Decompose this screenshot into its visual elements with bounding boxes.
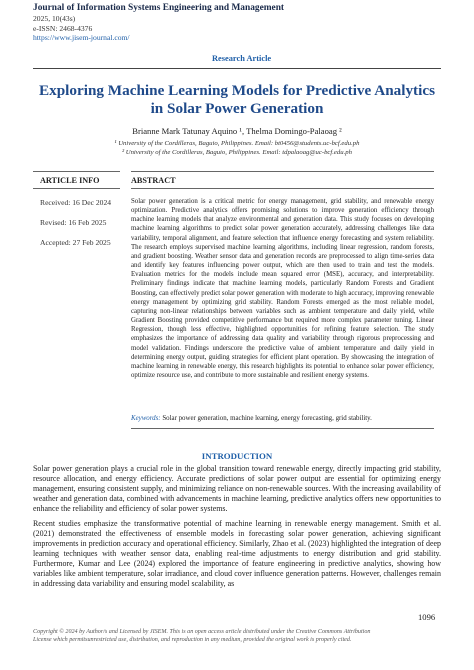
abstract-rule-bottom [131,188,434,189]
journal-header [33,3,453,43]
header-divider [33,68,441,69]
journal-url-link[interactable]: https://www.jisem-journal.com/ [33,33,130,42]
revised-date: Revised: 16 Feb 2025 [40,218,107,227]
journal-issn: e-ISSN: 2468-4376 [33,23,93,33]
abstract-text: Solar power generation is a critical metric for energy management, grid stability, and renewable energy optimization. Predictive analytics offers promising solutions to improve generation efficiency through machine learning models that analyze environmental and generation data. This study focuses on developing machine learning algorithms to predict solar power generation accurately, addressing challenges like data variability, temporal alignment, and feature selection that influence energy forecasting and system reliability. The research employs supervised machine learning algorithms, including linear regression, random forests, and gradient boosting. Weather sensor data and generation records are preprocessed to align time-series data and identify key features influencing power output, which are then used to train and test the models. Evaluation metrics for the models include mean squared error (MSE), accuracy, and interpretability. Preliminary findings indicate that machine learning models, particularly Random Forests and Gradient Boosting, can effectively predict solar power generation with moderate to high accuracy, improving renewable energy management by optimizing grid stability. Random Forests emerged as the most reliable model, capturing non-linear relationships between variables such as ambient temperature and daily yield, while Gradient Boosting provided competitive performance but required more complex parameter tuning. Linear Regression, though less effective, highlighted opportunities for refining feature selection. The study emphasizes the importance of addressing data quality and variability through rigorous preprocessing and model validation. Findings underscore the predictive value of ambient temperature and daily yield in determining energy output, guiding strategies for efficient plant operation. By showcasing the integration of machine learning in renewable energy, this research highlights its potential to enhance solar power efficiency, optimize resource use, and contribute to more sustainable and resilient energy systems. [131,198,434,379]
article-info-heading: ARTICLE INFO [40,176,100,185]
accepted-date: Accepted: 27 Feb 2025 [40,238,111,247]
article-type-label: Research Article [212,54,272,63]
footer-line-1: Copyright © 2024 by Author/s and Licensed by JISEM. This is an open access article distributed under the Creative Commons Attribution [33,629,371,635]
abstract-heading: ABSTRACT [131,176,176,185]
received-date: Received: 16 Dec 2024 [40,198,112,207]
introduction-heading: INTRODUCTION [201,451,273,461]
article-dates [40,193,111,253]
affiliation-2: ² University of the Cordilleras, Baguio, Philippines. Email: tdpalaoag@uc-bcf.edu.ph [122,149,352,156]
abstract-end-rule [131,428,434,429]
paper-title: Exploring Machine Learning Models for Predictive Analytics in Solar Power Generation [39,82,435,117]
keywords-text: Solar power generation, machine learning, energy forecasting, grid stability. [162,415,372,422]
affiliation-1: ¹ University of the Cordilleras, Baguio, Philippines. Email: bt0456@students.uc-bcf.edu.ph [114,140,360,147]
journal-volume: 2025, 10(43s) [33,14,76,23]
keywords-line [131,415,434,422]
keywords-label: Keywords: [131,415,161,422]
journal-name: Journal of Information Systems Engineering and Management [33,3,285,13]
article-info-rule-top [33,171,120,172]
abstract-rule-top [131,171,434,172]
author-list: Brianne Mark Tatunay Aquino ¹, Thelma Domingo-Palaoag ² [132,126,342,136]
intro-paragraph-2: Recent studies emphasize the transformative potential of machine learning in renewable energy management. Smith et al. (2021) demonstrated the effectiveness of ensemble models in forecasting solar power generation, achieving significant improvements in prediction accuracy and operational efficiency. Similarly, Zhao et al. (2023) highlighted the integration of deep learning techniques with weather sensor data, enabling real-time adjustments to energy distribution and grid stability. Furthermore, Kumar and Lee (2024) explored the importance of feature engineering in predictive analytics, showing how variables like ambient temperature, solar irradiance, and cloud cover influence generation patterns. However, challenges remain in addressing data variability and ensuring model scalability, as [33,519,441,588]
article-info-rule-bottom [33,188,120,189]
license-footer [33,628,441,644]
intro-paragraph-1: Solar power generation plays a crucial role in the global transition toward renewable energy, directly impacting grid stability, resource allocation, and energy efficiency. Accurate predictions of solar power output are essential for optimizing energy management, ensuring consistent supply, and minimizing reliance on non-renewable sources. With the increasing availability of weather and generation data, combined with advancements in machine learning, predictive analytics offers new opportunities to enhance the reliability and efficiency of solar power systems. [33,464,441,513]
page-number: 1096 [418,612,436,622]
footer-line-2: License which permitsunrestricted use, distribution, and reproduction in any medium, provided the original work is properly cited. [33,637,352,644]
